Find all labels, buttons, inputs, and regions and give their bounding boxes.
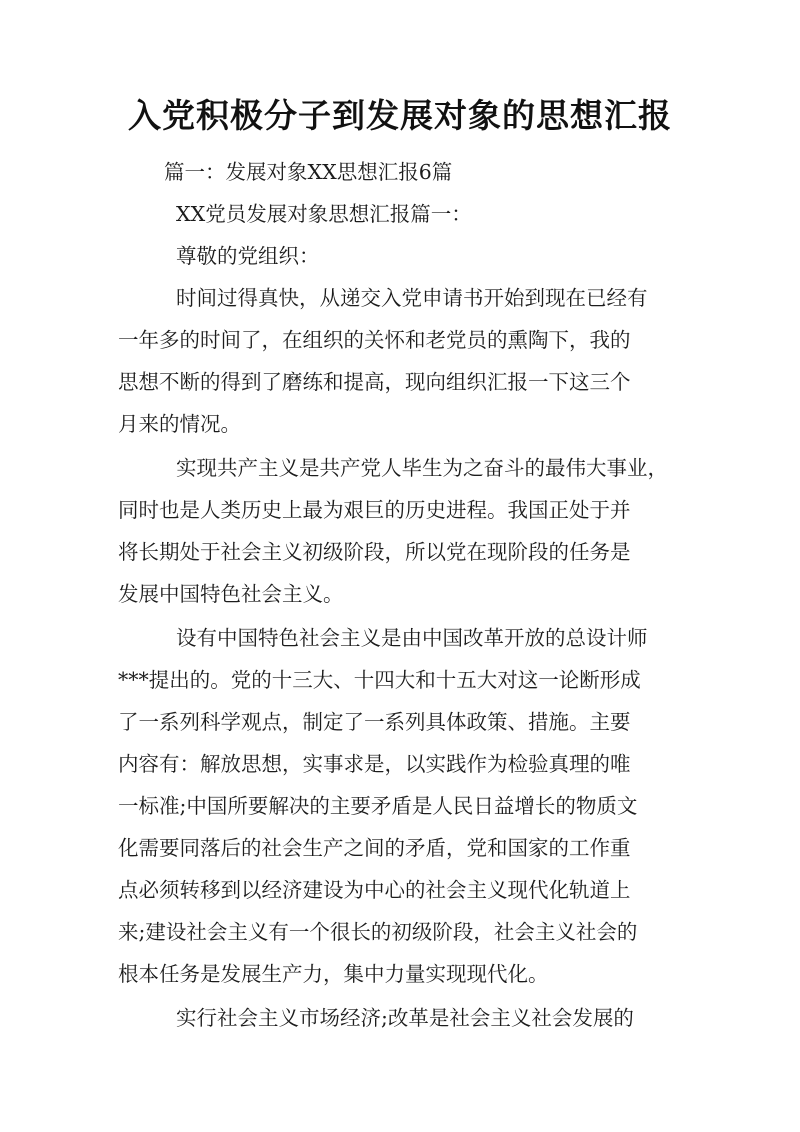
- paragraph-3-line-4: 内容有：解放思想，实事求是，以实践作为检验真理的唯: [118, 752, 631, 776]
- paragraph-3-line-8: 来;建设社会主义有一个很长的初级阶段，社会主义社会的: [118, 920, 638, 944]
- section-heading: 篇一：发展对象XX思想汇报6篇: [164, 160, 453, 184]
- paragraph-1-line-1: 时间过得真快，从递交入党申请书开始到现在已经有: [176, 286, 648, 310]
- paragraph-4-line-1: 实行社会主义市场经济;改革是社会主义社会发展的: [176, 1006, 634, 1030]
- salutation: 尊敬的党组织：: [176, 244, 320, 268]
- article-heading: XX党员发展对象思想汇报篇一：: [176, 202, 472, 226]
- paragraph-3-line-3: 了一系列科学观点，制定了一系列具体政策、措施。主要: [118, 710, 631, 734]
- paragraph-3-line-9: 根本任务是发展生产力，集中力量实现现代化。: [118, 962, 549, 986]
- paragraph-3-line-2: ***提出的。党的十三大、十四大和十五大对这一论断形成: [118, 668, 641, 692]
- paragraph-1-line-4: 月来的情况。: [118, 412, 241, 436]
- paragraph-1-line-2: 一年多的时间了，在组织的关怀和老党员的熏陶下，我的: [118, 328, 631, 352]
- paragraph-2-line-4: 发展中国特色社会主义。: [118, 582, 344, 606]
- paragraph-3-line-6: 化需要同落后的社会生产之间的矛盾，党和国家的工作重: [118, 836, 631, 860]
- paragraph-3-line-1: 设有中国特色社会主义是由中国改革开放的总设计师: [176, 626, 648, 650]
- paragraph-2-line-1: 实现共产主义是共产党人毕生为之奋斗的最伟大事业，: [176, 456, 668, 480]
- paragraph-3-line-5: 一标准;中国所要解决的主要矛盾是人民日益增长的物质文: [118, 794, 638, 818]
- paragraph-1-line-3: 思想不断的得到了磨练和提高，现向组织汇报一下这三个: [118, 370, 631, 394]
- paragraph-3-line-7: 点必须转移到以经济建设为中心的社会主义现代化轨道上: [118, 878, 631, 902]
- paragraph-2-line-2: 同时也是人类历史上最为艰巨的历史进程。我国正处于并: [118, 498, 631, 522]
- document-title: 入党积极分子到发展对象的思想汇报: [128, 96, 672, 135]
- paragraph-2-line-3: 将长期处于社会主义初级阶段，所以党在现阶段的任务是: [118, 540, 631, 564]
